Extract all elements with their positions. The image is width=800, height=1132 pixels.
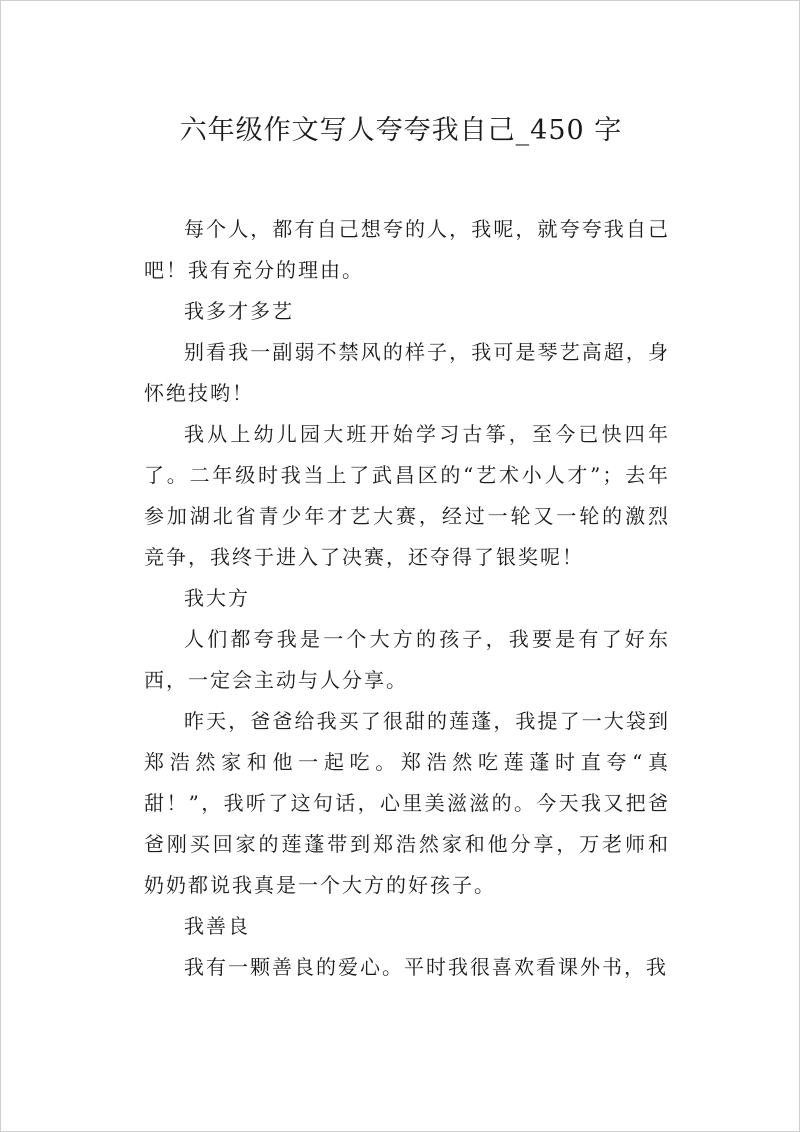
paragraph: 人们都夸我是一个大方的孩子，我要是有了好东西，一定会主动与人分享。 <box>144 627 670 692</box>
paragraph: 别看我一副弱不禁风的样子，我可是琴艺高超，身怀绝技哟！ <box>144 340 670 405</box>
paragraph: 我从上幼儿园大班开始学习古筝，至今已快四年了。二年级时我当上了武昌区的“艺术小人才”；去年参加湖北省青少年才艺大赛，经过一轮又一轮的激烈竞争，我终于进入了决赛，还夺得了银奖呢！ <box>144 422 670 569</box>
section-heading-generous: 我大方 <box>184 586 250 610</box>
paragraph-intro: 每个人，都有自己想夸的人，我呢，就夸夸我自己吧！我有充分的理由。 <box>144 217 670 282</box>
section-heading-kind: 我善良 <box>184 914 250 938</box>
paragraph: 我有一颗善良的爱心。平时我很喜欢看课外书，我 <box>184 955 668 979</box>
document-title: 六年级作文写人夸夸我自己_450 字 <box>179 115 623 146</box>
document-body <box>144 209 670 988</box>
paragraph: 昨天，爸爸给我买了很甜的莲蓬，我提了一大袋到郑浩然家和他一起吃。郑浩然吃莲蓬时直夸“真甜！”，我听了这句话，心里美滋滋的。今天我又把爸爸刚买回家的莲蓬带到郑浩然家和他分享，万老师和奶奶都说我真是一个大方的好孩子。 <box>144 709 670 897</box>
section-heading-talented: 我多才多艺 <box>184 299 294 323</box>
